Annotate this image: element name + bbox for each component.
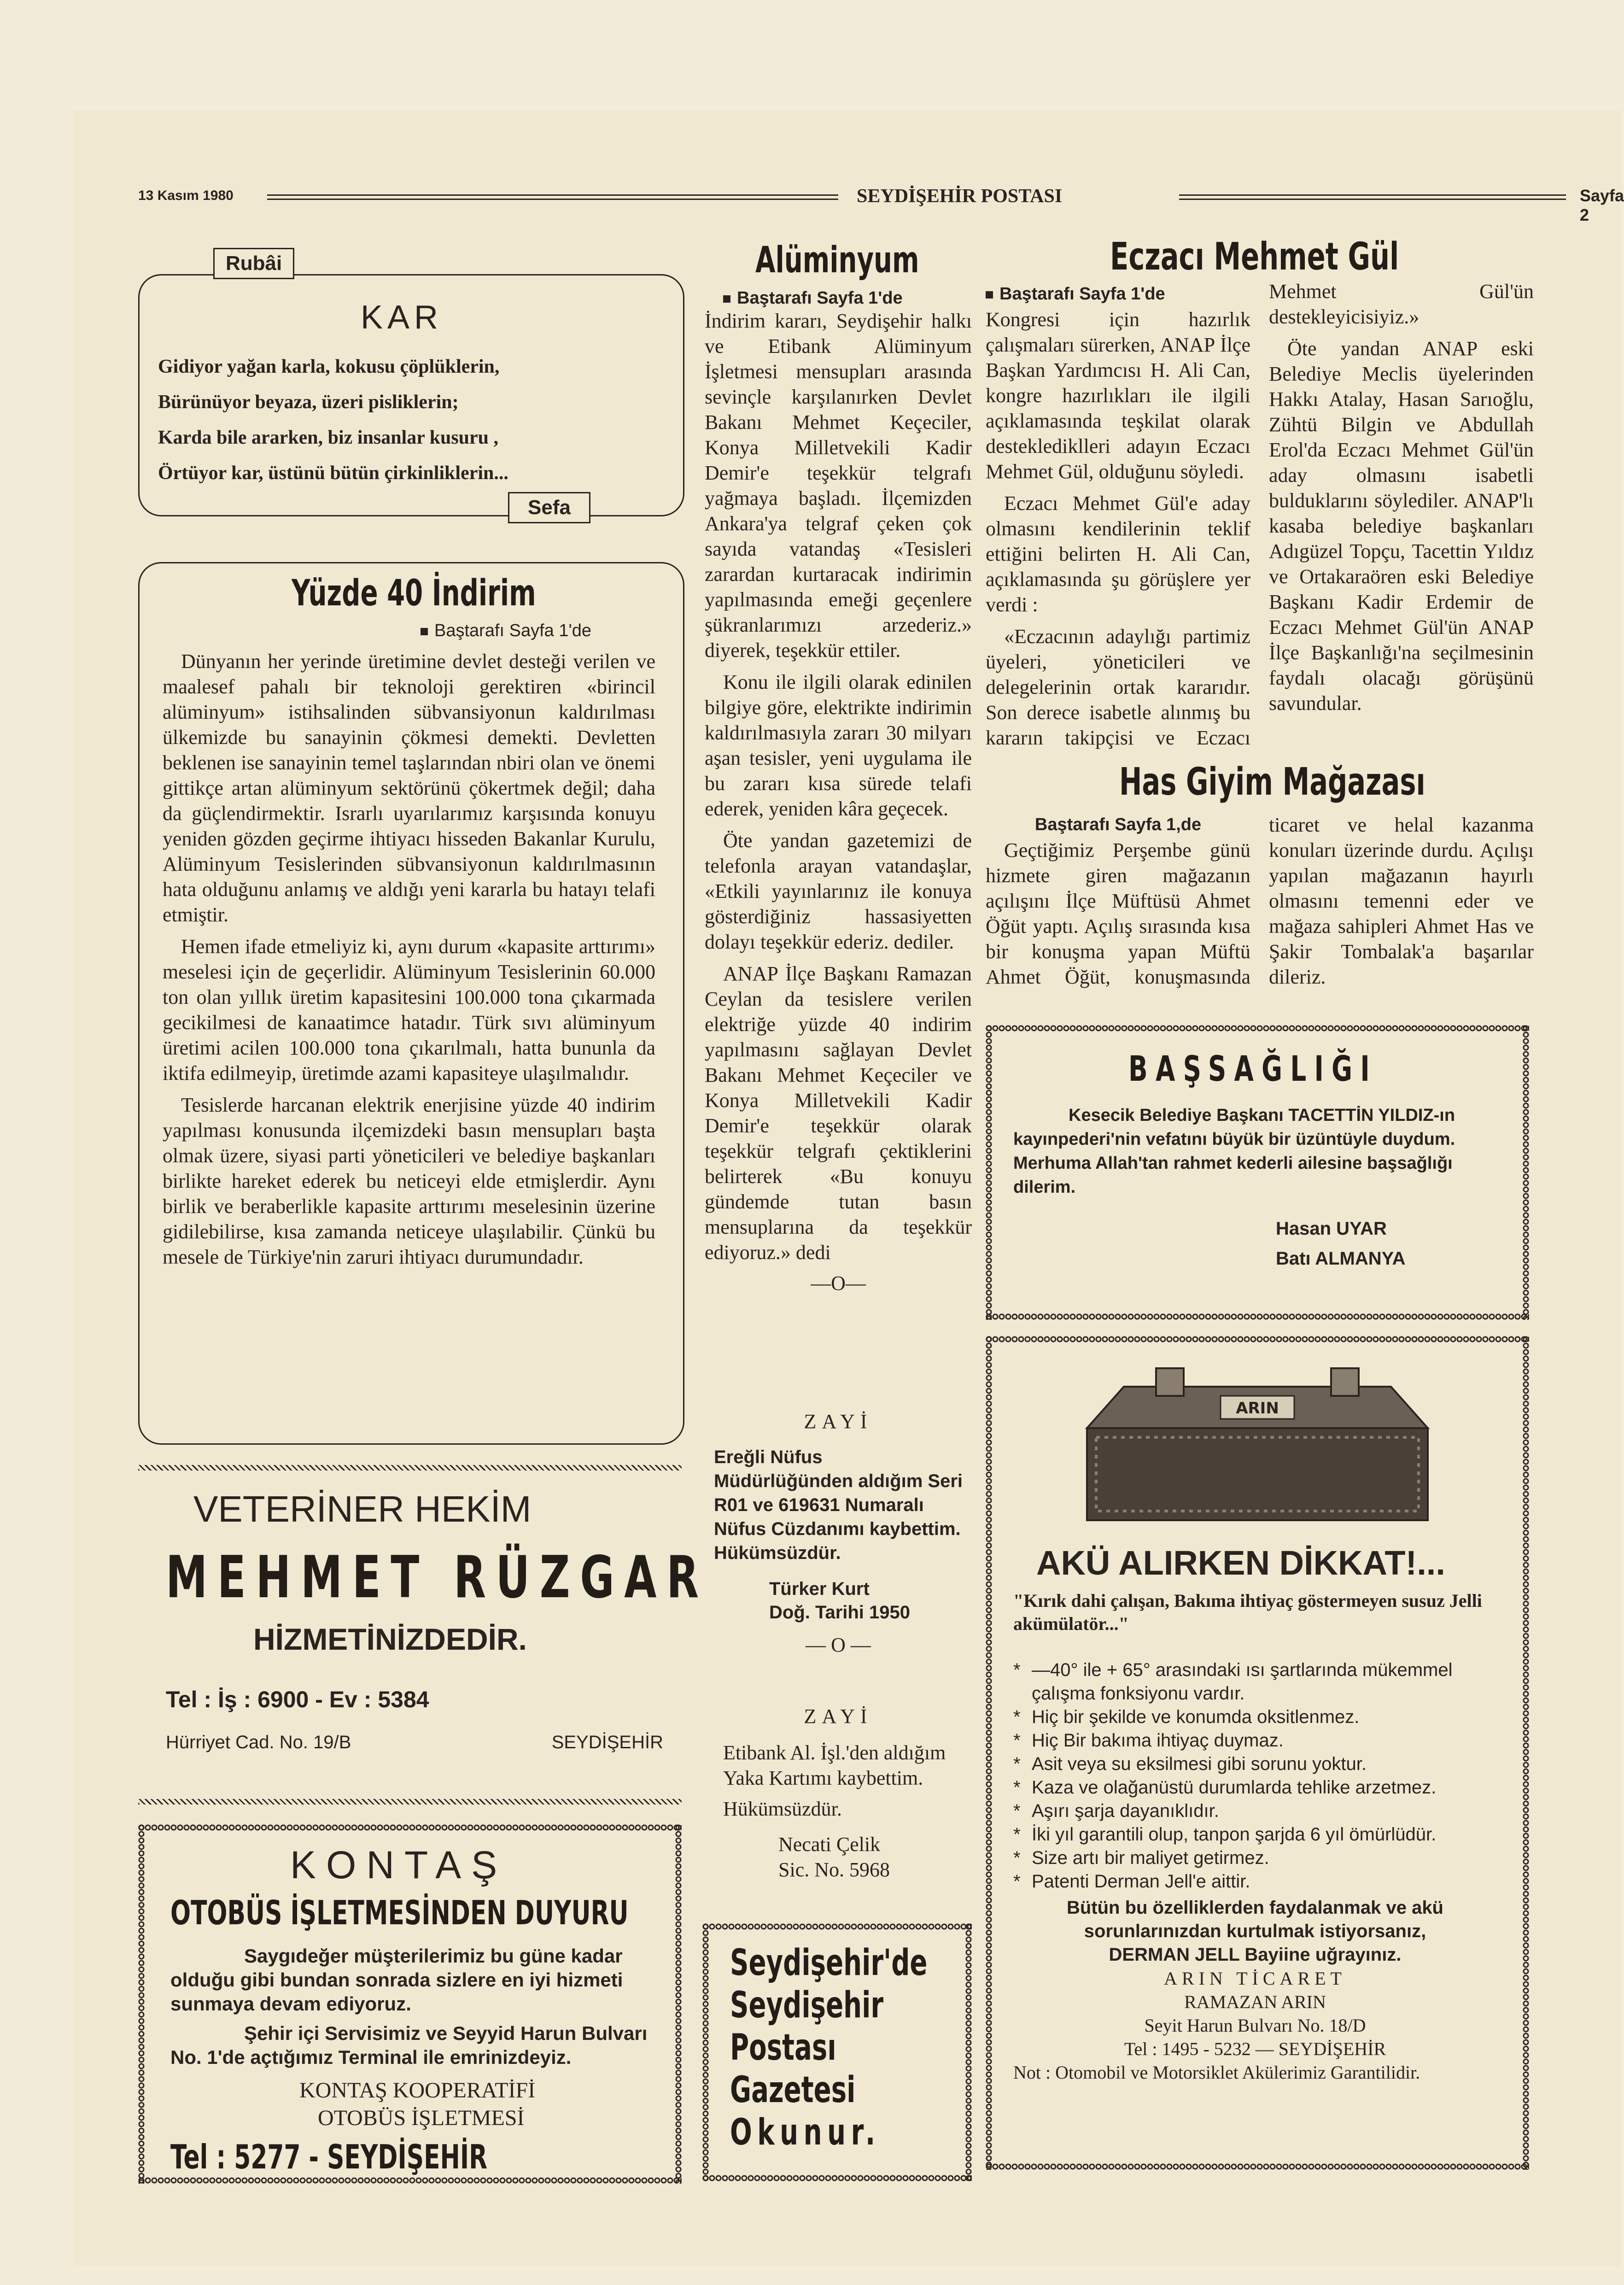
zayi-signature-detail: Sic. No. 5968	[778, 1858, 890, 1881]
square-bullet-icon	[986, 291, 993, 299]
article-paragraph: Dünyanın her yerinde üretimine devlet desteği verilen ve maalesef pahalı bir teknoloji gerektiren «birincil alüminyum» istihsalinden sübvansiyonun kaldırılması ülkemizde bu sanayinin çökmesi demekti. Devletten beklenen ise sanayinin temel taşlarından nbiri olan ve önemi gittikçe artan alüminyum sektörünü çökertmek değil; daha da güçlendirmektir. Israrlı uyarılarımız karşısında konuyu yeniden gözden geçirme ihtiyacı hisseden Bakanlar Kurulu, Alüminyum Tesislerinden sübvansiyonun kaldırılmasının hata olduğunu anlamış ve aldığı yeni kararla bu hatayı telafi etmiştir.	[163, 650, 655, 926]
article-paragraph: Eczacı Mehmet Gül'e aday olmasını kendilerinin teklif ettiğini belirten H. Ali Can, açıklamasında şu görüşlere yer verdi :	[986, 492, 1250, 616]
list-item: * Asit veya su eksilmesi gibi sorunu yoktur.	[1004, 1752, 1506, 1776]
yuzde-article	[138, 562, 684, 1445]
eczaci-article	[986, 235, 1534, 785]
okunur-line: Postası	[730, 2027, 836, 2068]
aku-quote: "Kırık dahi çalışan, Bakıma ihtiyaç göstermeyen susuz Jelli akümülatör..."	[1013, 1590, 1482, 1634]
article-paragraph: «Eczacının adaylığı partimiz üyeleri, yöneticileri ve delegelerinin ortak kararıdır. Son derece isabetle alınmış bu kararın takipçisi ve Eczacı Mehmet Gül'ün destekleyicisiyiz.»	[986, 280, 1534, 749]
rubai-title: KAR	[361, 299, 443, 336]
vet-line1: VETERİNER HEKİM	[193, 1488, 532, 1529]
zayi-status: Hükümsüzdür.	[723, 1798, 842, 1820]
poem-line: Bürünüyor beyaza, üzeri pisliklerin;	[158, 392, 459, 413]
battery-label: ARIN	[1236, 1399, 1279, 1418]
list-item: * Kaza ve olağanüstü durumlarda tehlike arzetmez.	[1004, 1776, 1506, 1799]
zayi-notice-2	[705, 1705, 972, 1882]
vet-address-row: Hürriyet Cad. No. 19/B SEYDİŞEHİR	[166, 1732, 663, 1752]
header-date: 13 Kasım 1980	[138, 188, 234, 203]
zayi-signature-detail: Doğ. Tarihi 1950	[769, 1602, 911, 1623]
kontas-para: Şehir içi Servisimiz ve Seyyid Harun Bulvarı No. 1'de açtığımız Terminal ile emrinizdeyiz.	[170, 2022, 648, 2068]
has-text: Geçtiğimiz Perşembe günü hizmete giren mağazanın açılışını İlçe Müftüsü Ahmet Öğüt yaptı. Açılış sırasında kısa bir konuşma yapan Müftü Ahmet Öğüt, konuşmasında ticaret ve helal kazanma konuları üzerinde durdu. Açılışı yapılan mağazanın hayırlı olmasını temenni eder ve mağaza sahipleri Ahmet Has ve Şakir Tombalak'a başarılar dileriz.	[986, 814, 1534, 988]
list-item: * Hiç Bir bakıma ihtiyaç duymaz.	[1004, 1729, 1506, 1752]
header-title: SEYDİŞEHİR POSTASI	[857, 186, 1063, 207]
has-ref: Baştarafı Sayfa 1,de	[1034, 815, 1202, 834]
bassagligi-signature: Hasan UYAR	[1276, 1219, 1387, 1239]
yuzde-title: Yüzde 40 İndirim	[292, 573, 536, 614]
zayi-signature: Necati Çelik	[778, 1833, 881, 1856]
article-paragraph: Öte yandan gazetemizi de telefonla arayan vatandaşlar, «Etkili yayınlarınız ile konuya gösterdiğiniz hassasiyetten dolayı teşekkür ederiz. dediler.	[705, 829, 972, 953]
okunur-line: Gazetesi	[730, 2069, 856, 2111]
aluminyum-title: Alüminyum	[755, 240, 919, 281]
article-paragraph: Öte yandan ANAP eski Belediye Meclis üyelerinden Hakkı Atalay, Hasan Sarıoğlu, Zühtü Bilgin ve Abdullah Erol'da Eczacı Mehmet Gül'ün aday olmasını isabetli bulduklarını söylediler. ANAP'lı kasaba belediye başkanları Adıgüzel Topçu, Tacettin Yıldız ve Ortakaraören eski Belediye Başkanı Kadir Erdemir de Eczacı Mehmet Gül'ün ANAP İlçe Başkanlığı'na seçilmesinin faydalı olacağı görüşünü savundular.	[1269, 337, 1534, 715]
eczaci-ref: Baştarafı Sayfa 1'de	[986, 281, 1250, 307]
rubai-label: Rubâi	[213, 248, 294, 279]
aku-owner: RAMAZAN ARIN	[1184, 1992, 1326, 2012]
bassagligi-text: Kesecik Belediye Başkanı TACETTİN YILDIZ-ın kayınpederi'nin vefatını büyük bir üzüntüyle duydum. Merhuma Allah'tan rahmet kederli ailesine başsağlığı dilerim.	[1013, 1106, 1455, 1197]
kontas-org: OTOBÜS İŞLETMESİ	[318, 2106, 525, 2130]
yuzde-ref: Baştarafı Sayfa 1'de	[421, 621, 591, 641]
okunur-line: Seydişehir'de	[730, 1942, 928, 1984]
vet-line3: HİZMETİNİZDEDİR.	[253, 1622, 527, 1656]
aku-company: ARIN TİCARET	[1164, 1968, 1346, 1989]
square-bullet-icon	[723, 295, 730, 303]
okunur-box	[702, 1923, 972, 2181]
eczaci-title: Eczacı Mehmet Gül	[1110, 235, 1399, 279]
battery-illustration	[1069, 1359, 1446, 1529]
article-paragraph: Kongresi için hazırlık çalışmaları sürerken, ANAP İlçe Başkan Yardımcısı H. Ali Can, kongre hazırlıkları ile ilgili açıklamasında teşkilat olarak desteklediklleri adayın Eczacı Mehmet Gül, olduğunu söyledi.	[986, 308, 1250, 483]
rubai-box	[138, 252, 684, 519]
zayi-title: ZAYİ	[804, 1705, 873, 1728]
article-paragraph: Konu ile ilgili olarak edinilen bilgiye göre, elektrikte indirimin kaldırılmasıyla zararı 30 milyarı aşan tesisler, yeni uygulama ile bu zararı kısa sürede telafi ederek, yeniden kâra geçecek.	[705, 671, 972, 820]
list-item: * Patenti Derman Jell'e aittir.	[1004, 1870, 1506, 1893]
kontas-para: Saygıdeğer müşterilerimiz bu güne kadar olduğu gibi bundan sonrada sizlere en iyi hizmeti sunmaya devam ediyoruz.	[170, 1945, 623, 2015]
header-rule-left	[267, 194, 838, 200]
aku-bold-text: Bütün bu özelliklerden faydalanmak ve akü sorunlarınızdan kurtulmak istiyorsanız,	[1066, 1898, 1443, 1941]
has-article	[986, 760, 1534, 990]
has-title: Has Giyim Mağazası	[1119, 760, 1425, 804]
list-item: * —40° ile + 65° arasındaki ısı şartlarında mükemmel çalışma fonksiyonu vardır.	[1004, 1658, 1506, 1705]
separator: —O—	[811, 1272, 866, 1295]
bassagligi-title: BAŞSAĞLIĞI	[1128, 1048, 1378, 1089]
separator: — O —	[806, 1634, 871, 1656]
zayi-title: ZAYİ	[804, 1410, 873, 1433]
okunur-line-spaced: Okunur.	[730, 2112, 881, 2153]
aku-headline: AKÜ ALIRKEN DİKKAT!...	[1036, 1544, 1445, 1582]
list-item: * Size artı bir maliyet getirmez.	[1004, 1846, 1506, 1870]
header-rule-right	[1179, 194, 1566, 200]
article-paragraph: Tesislerde harcanan elektrik enerjisine yüzde 40 indirim yapılması konusunda ilçemizdeki basın mensupları başta olmak üzere, siyasi parti yöneticileri ve belediye başkanları birlikte hareket ederek bu neticeyi elde etmişlerdir. Aynı birlik ve beraberlikle kapasite arttırımı meselesinin üzerine gidilebilirse, kısa zamanda neticeye ulaşılabilir. Çünkü bu mesele de Türkiye'nin zaruri ihtiyacı durumundadır.	[163, 1094, 655, 1268]
aluminyum-ref: Baştarafı Sayfa 1'de	[723, 288, 972, 308]
aku-tel: Tel : 1495 - 5232 — SEYDİŞEHİR	[1124, 2039, 1386, 2059]
aku-address: Seyit Harun Bulvarı No. 18/D	[1144, 2015, 1366, 2036]
aluminyum-article	[705, 240, 972, 1295]
zayi-text: Etibank Al. İşl.'den aldığım Yaka Kartımı kaybettim.	[723, 1741, 946, 1789]
article-paragraph: İndirim kararı, Seydişehir halkı ve Etibank Alüminyum İşletmesi mensupları arasında sevinçle karşılanırken Devlet Bakanı Mehmet Keçeciler, Konya Milletvekili Kadir Demir'e teşekkür telgrafı yağmaya başladı. İlçemizden Ankara'ya telgraf çeken çok sayıda vatandaş «Tesisleri zarardan kurtaracak indirimin yapılmasında emeği geçenlere şükranlarımızı arzederiz.» diyerek, teşekkür ettiler.	[705, 310, 972, 662]
zayi-signature: Türker Kurt	[769, 1579, 870, 1599]
zayi-text: Ereğli Nüfus Müdürlüğünden aldığım Seri R01 ve 619631 Numaralı Nüfus Cüzdanımı kaybettim. Hükümsüzdür.	[714, 1447, 963, 1563]
kontas-name: KONTAŞ	[290, 1843, 508, 1887]
has-body	[986, 812, 1534, 990]
vet-name: MEHMET RÜZGAR	[166, 1543, 709, 1611]
aku-bold-text: DERMAN JELL Bayiine uğrayınız.	[1109, 1945, 1402, 1965]
vet-tel: Tel : İş : 6900 - Ev : 5384	[166, 1687, 429, 1712]
okunur-line: Seydişehir	[730, 1985, 884, 2026]
kontas-tel: Tel : 5277 - SEYDİŞEHİR	[170, 2138, 488, 2176]
header	[138, 184, 1624, 224]
poem-line: Gidiyor yağan karla, kokusu çöplüklerin,	[158, 356, 500, 377]
rubai-signature: Sefa	[508, 492, 590, 523]
bassagligi-box	[986, 1025, 1529, 1320]
vet-ad	[138, 1465, 709, 1806]
zayi-notice-1	[705, 1410, 972, 1657]
aku-feature-list	[1004, 1658, 1506, 1893]
square-bullet-icon	[421, 628, 428, 635]
aku-ad	[986, 1336, 1529, 2170]
header-page: Sayfa 2	[1580, 186, 1624, 224]
kontas-ad	[138, 1824, 682, 2184]
aku-note: Not : Otomobil ve Motorsiklet Akülerimiz Garantilidir.	[1013, 2062, 1420, 2083]
kontas-org: KONTAŞ KOOPERATİFİ	[299, 2078, 536, 2103]
poem-line: Karda bile ararken, biz insanlar kusuru ,	[158, 427, 499, 448]
poem-line: Örtüyor kar, üstünü bütün çirkinliklerin...	[158, 463, 508, 484]
list-item: * İki yıl garantili olup, tanpon şarjda 6 yıl ömürlüdür.	[1004, 1823, 1506, 1846]
list-item: * Hiç bir şekilde ve konumda oksitlenmez.	[1004, 1705, 1506, 1729]
bassagligi-signature-place: Batı ALMANYA	[1276, 1248, 1406, 1269]
kontas-title: OTOBÜS İŞLETMESİNDEN DUYURU	[170, 1893, 629, 1932]
article-paragraph: Hemen ifade etmeliyiz ki, aynı durum «kapasite arttırımı» meselesi için de geçerlidir. Alüminyum Tesislerinin 60.000 ton olan yıllık üretim kapasitesini 100.000 tona çıkarmada gecikilmesi de kanaatimce hatadır. Türk sıvı alüminyum üretimi acilen 100.000 tona çıkarılmalı, hatta bununla da iktifa edilmeyip, üretimde azami kapasiteye ulaşılmalıdır.	[163, 935, 655, 1084]
battery-icon	[1069, 1359, 1446, 1529]
article-paragraph: ANAP İlçe Başkanı Ramazan Ceylan da tesislere verilen elektriğe yüzde 40 indirim yapılmasını sağlayan Devlet Bakanı Mehmet Keçeciler ve Konya Milletvekili Kadir Demir'e teşekkür olarak teşekkür telgrafı çektiklerini belirterek «Bu konuyu gündemde tutan basın mensuplarına da teşekkür ediyoruz.» dedi	[705, 962, 972, 1264]
list-item: * Aşırı şarja dayanıklıdır.	[1004, 1799, 1506, 1823]
